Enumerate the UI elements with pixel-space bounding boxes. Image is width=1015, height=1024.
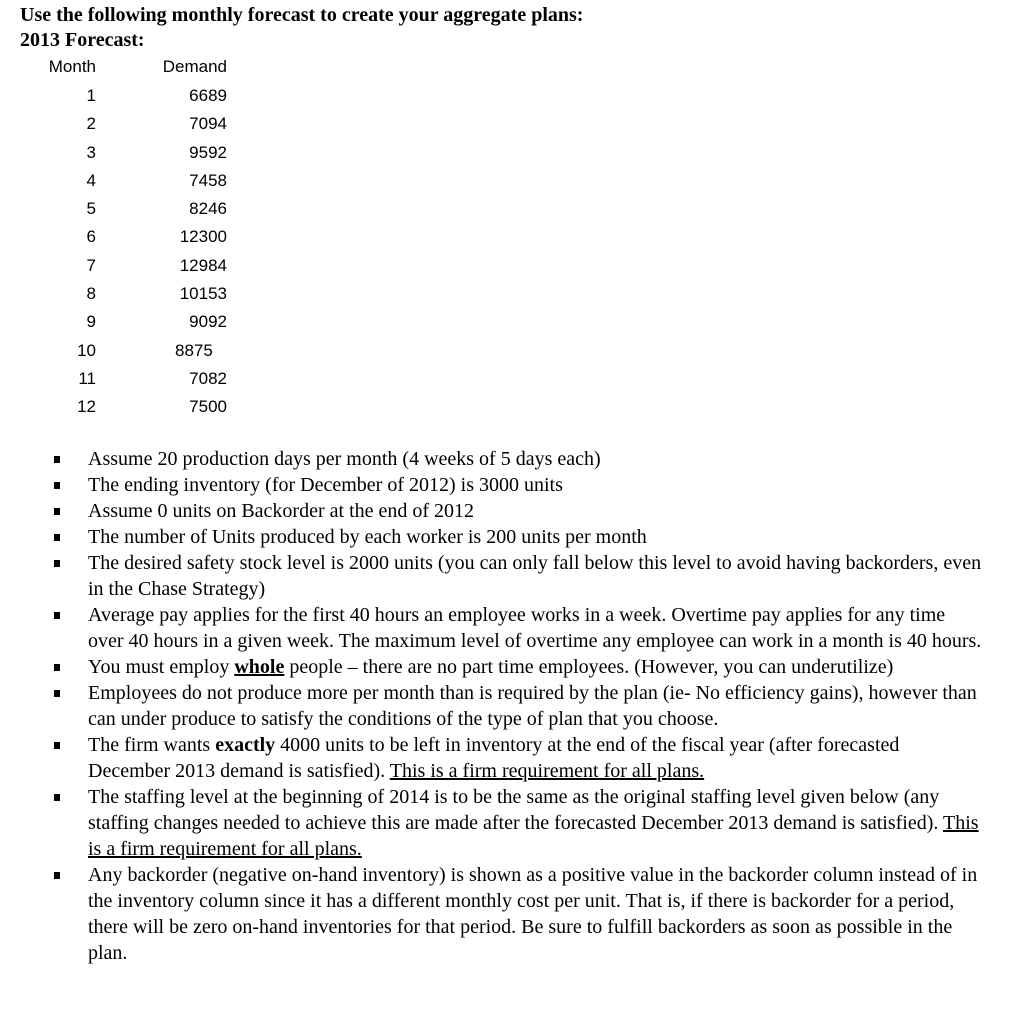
list-item: The number of Units produced by each worker is 200 units per month [54,524,984,550]
list-item: You must employ whole people – there are no part time employees. (However, you can underutilize) [54,654,984,680]
requirement-note: This is a firm requirement for all plans. [389,760,705,782]
month-cell: 11 [78,369,96,388]
list-item: Assume 20 production days per month (4 weeks of 5 days each) [54,446,984,472]
month-cell: 6 [86,227,96,246]
demand-cell: 7082 [189,369,227,388]
month-cell: 12 [77,397,96,416]
demand-cell: 9092 [189,312,227,331]
forecast-heading: 2013 Forecast: [20,29,145,51]
list-item: Assume 0 units on Backorder at the end of 2012 [54,498,984,524]
month-cell: 2 [86,114,96,133]
requirement-note: This is a firm requirement for all plans. [88,812,979,860]
month-column-header: Month [48,57,96,76]
demand-cell: 12984 [179,256,227,275]
month-cell: 5 [86,199,96,218]
assumptions-list [54,446,984,966]
title-line: Use the following monthly forecast to create your aggregate plans: [20,4,584,26]
demand-cell: 6689 [189,86,227,105]
demand-cell: 9592 [189,143,227,162]
month-cell: 10 [77,341,96,360]
month-cell: 9 [86,312,96,331]
emphasis-whole: whole [234,656,285,678]
list-item: Average pay applies for the first 40 hours an employee works in a week. Overtime pay applies for any time over 40 hours in a given week. The maximum level of overtime any employee can work in a month is 40 hours. [54,602,984,654]
list-item: The firm wants exactly 4000 units to be left in inventory at the end of the fiscal year (after forecasted December 2013 demand is satisfied). This is a firm requirement for all plans. [54,732,984,784]
demand-cell: 8246 [189,199,227,218]
list-item: Any backorder (negative on-hand inventory) is shown as a positive value in the backorder column instead of in the inventory column since it has a different monthly cost per unit. That is, if there is backorder for a period, there will be zero on-hand inventories for that period. Be sure to fulfill backorders as soon as possible in the plan. [54,862,984,966]
demand-cell: 7500 [189,397,227,416]
demand-cell: 7458 [189,171,227,190]
list-item: The ending inventory (for December of 2012) is 3000 units [54,472,984,498]
month-cell: 8 [86,284,96,303]
emphasis-exactly: exactly [215,734,276,756]
demand-cell: 10153 [179,284,227,303]
month-cell: 7 [86,256,96,275]
month-cell: 4 [86,171,96,190]
demand-cell: 8875 [175,341,213,360]
month-cell: 3 [86,143,96,162]
list-item: The staffing level at the beginning of 2014 is to be the same as the original staffing level given below (any staffing changes needed to achieve this are made after the forecasted December 2013 demand is satisfied). This is a firm requirement for all plans. [54,784,984,862]
demand-cell: 12300 [179,227,227,246]
list-item: The desired safety stock level is 2000 units (you can only fall below this level to avoid having backorders, even in the Chase Strategy) [54,550,984,602]
list-item: Employees do not produce more per month than is required by the plan (ie- No efficiency gains), however than can under produce to satisfy the conditions of the type of plan that you choose. [54,680,984,732]
demand-cell: 7094 [189,114,227,133]
demand-column-header: Demand [162,57,227,76]
month-cell: 1 [86,86,96,105]
